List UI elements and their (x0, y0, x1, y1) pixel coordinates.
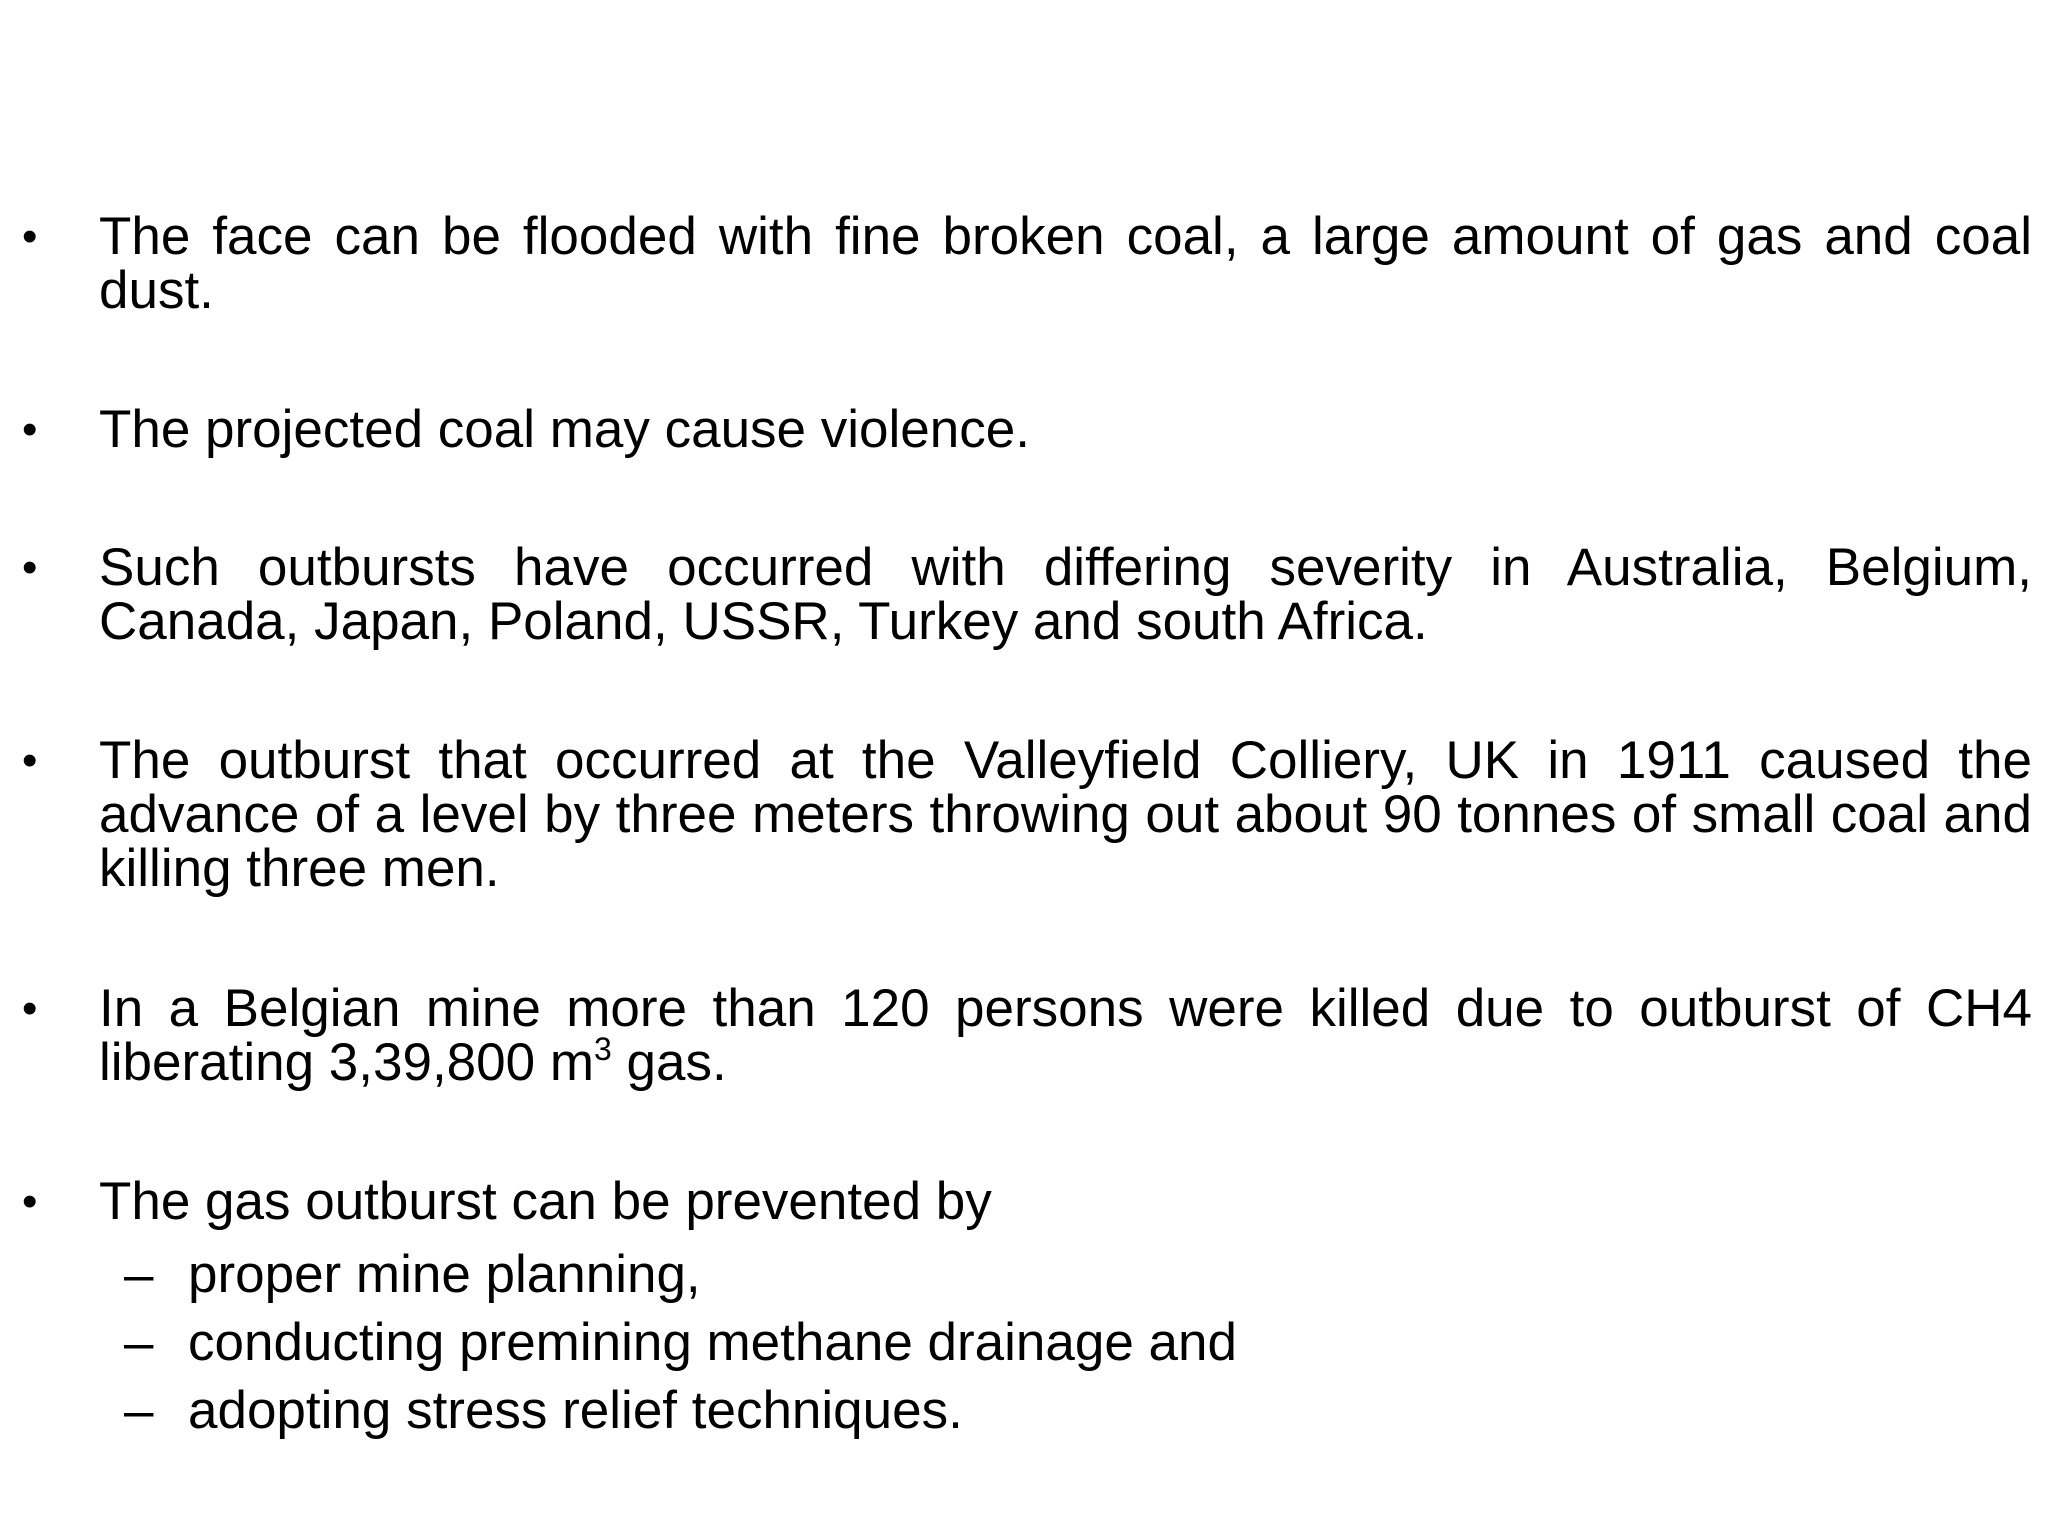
bullet-marker: • (22, 736, 38, 785)
bullet-text: The outburst that occurred at the Valleyfield Colliery, UK in 1911 caused the advance of a level by three meters throwing out about 90 tonnes of small coal and killing three men. (99, 731, 2032, 898)
bullet-text: The gas outburst can be prevented by (99, 1172, 992, 1231)
bullet-text-tail: gas. (611, 1033, 727, 1092)
sub-item-text: conducting premining methane drainage and (188, 1313, 1237, 1372)
sub-item-3 (0, 1378, 2048, 1444)
bullet-text: The face can be flooded with fine broken coal, a large amount of gas and coal dust. (99, 207, 2032, 320)
sub-item-text: proper mine planning, (188, 1245, 701, 1304)
sub-item-marker: – (124, 1245, 154, 1304)
bullet-text: Such outbursts have occurred with differing severity in Australia, Belgium, Canada, Japan, Poland, USSR, Turkey and south Africa. (99, 538, 2032, 651)
sub-item-1 (0, 1242, 2048, 1308)
bullet-marker: • (22, 984, 38, 1033)
bullet-text: The projected coal may cause violence. (99, 400, 1030, 459)
sub-item-2 (0, 1310, 2048, 1376)
bullet-marker: • (22, 543, 38, 592)
superscript-exponent: 3 (594, 1031, 612, 1067)
bullet-text (99, 979, 2032, 1092)
sub-item-marker: – (124, 1381, 154, 1440)
bullet-marker: • (22, 405, 38, 454)
bullet-text-main: In a Belgian mine more than 120 persons were killed due to outburst of CH4 liberating 3,39,800 m (99, 979, 2032, 1092)
sub-item-marker: – (124, 1313, 154, 1372)
bullet-marker: • (22, 212, 38, 261)
bullet-marker: • (22, 1177, 38, 1226)
sub-item-text: adopting stress relief techniques. (188, 1381, 963, 1440)
